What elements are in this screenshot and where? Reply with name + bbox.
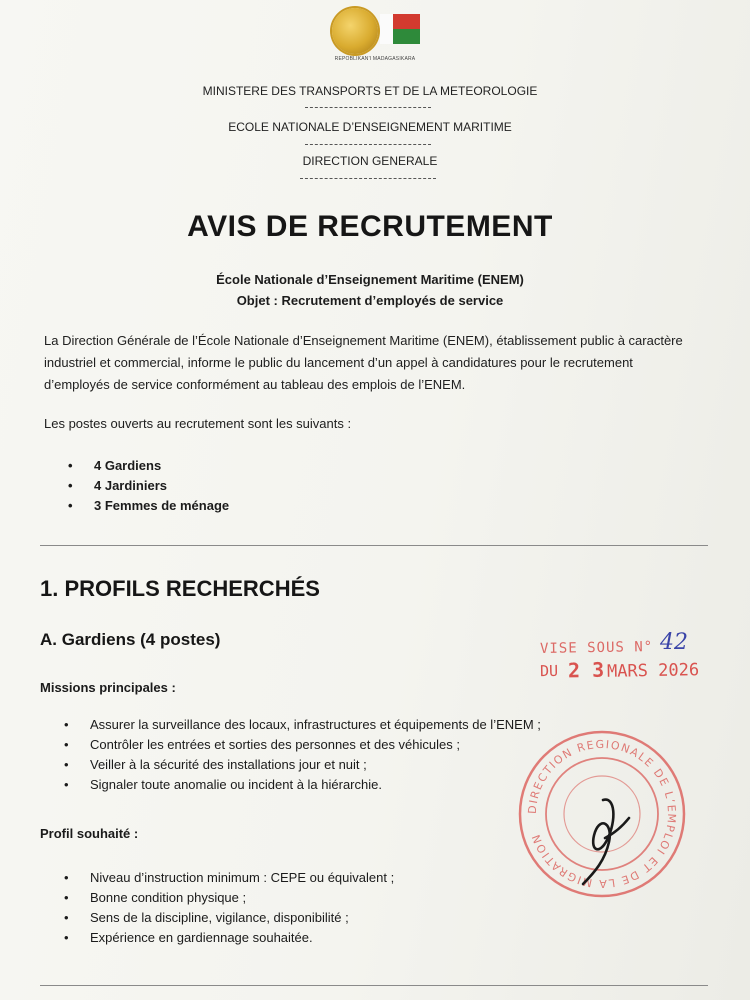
missions-label: Missions principales : (40, 680, 176, 695)
list-item: • 4 Jardiniers (68, 476, 229, 496)
section-divider (40, 985, 708, 986)
notice-subtitle-school: École Nationale d’Enseignement Maritime (ENEM) (216, 272, 524, 287)
emblem-caption: REPOBLIKAN'I MADAGASIKARA (334, 56, 416, 62)
profile-list (64, 868, 394, 948)
list-item: • Veiller à la sécurité des installations jour et nuit ; (64, 755, 541, 775)
header-separator (305, 107, 431, 108)
list-item: • Expérience en gardiennage souhaitée. (64, 928, 394, 948)
intro-paragraph: La Direction Générale de l’École Nationale d’Enseignement Maritime (ENEM), établissement public à caractère industriel et commercial, informe le public du lancement d’un appel à candidatures pour le recrutement d’employés de service conformément au tableau des emplois de l’ENEM. (44, 333, 683, 392)
ministry-name: MINISTERE DES TRANSPORTS ET DE LA METEOROLOGIE (202, 84, 538, 98)
section-divider (40, 545, 708, 546)
visa-stamp-date: MARS 2026 (606, 660, 700, 682)
list-item: • Assurer la surveillance des locaux, infrastructures et équipements de l’ENEM ; (64, 715, 541, 735)
list-item: • Bonne condition physique ; (64, 888, 394, 908)
visa-handwritten-number: 42 (660, 630, 688, 655)
section-heading: 1. PROFILS RECHERCHÉS (40, 576, 320, 601)
list-item: • Sens de la discipline, vigilance, disponibilité ; (64, 908, 394, 928)
state-seal-icon (332, 8, 378, 54)
list-item: • Signaler toute anomalie ou incident à la hiérarchie. (64, 775, 541, 795)
madagascar-flag-icon (380, 14, 420, 44)
positions-intro: Les postes ouverts au recrutement sont les suivants : (44, 416, 352, 431)
header-separator (305, 144, 431, 145)
handwritten-signature (555, 780, 655, 890)
notice-title: AVIS DE RECRUTEMENT (187, 210, 553, 243)
list-item: • Niveau d’instruction minimum : CEPE ou équivalent ; (64, 868, 394, 888)
positions-list (68, 456, 229, 516)
list-item: • Contrôler les entrées et sorties des personnes et des véhicules ; (64, 735, 541, 755)
direction-name: DIRECTION GENERALE (302, 154, 438, 168)
list-item: • 3 Femmes de ménage (68, 496, 229, 516)
visa-stamp-prefix: DU (539, 661, 559, 681)
stamp-outer-text: DIRECTION REGIONALE DE L’EMPLOI ET DE LA MIGRATION (525, 737, 679, 891)
notice-subtitle-object: Objet : Recrutement d’employés de service (236, 293, 504, 308)
visa-stamp-day: 2 3 (567, 657, 605, 683)
header-separator (300, 178, 436, 179)
profile-label: Profil souhaité : (40, 826, 139, 841)
subsection-heading: A. Gardiens (4 postes) (40, 630, 221, 649)
visa-stamp-line1: VISE SOUS N° (539, 639, 654, 657)
madagascar-emblem (322, 2, 428, 68)
missions-list (64, 715, 541, 795)
list-item: • 4 Gardiens (68, 456, 229, 476)
school-name: ECOLE NATIONALE D’ENSEIGNEMENT MARITIME (228, 120, 512, 134)
